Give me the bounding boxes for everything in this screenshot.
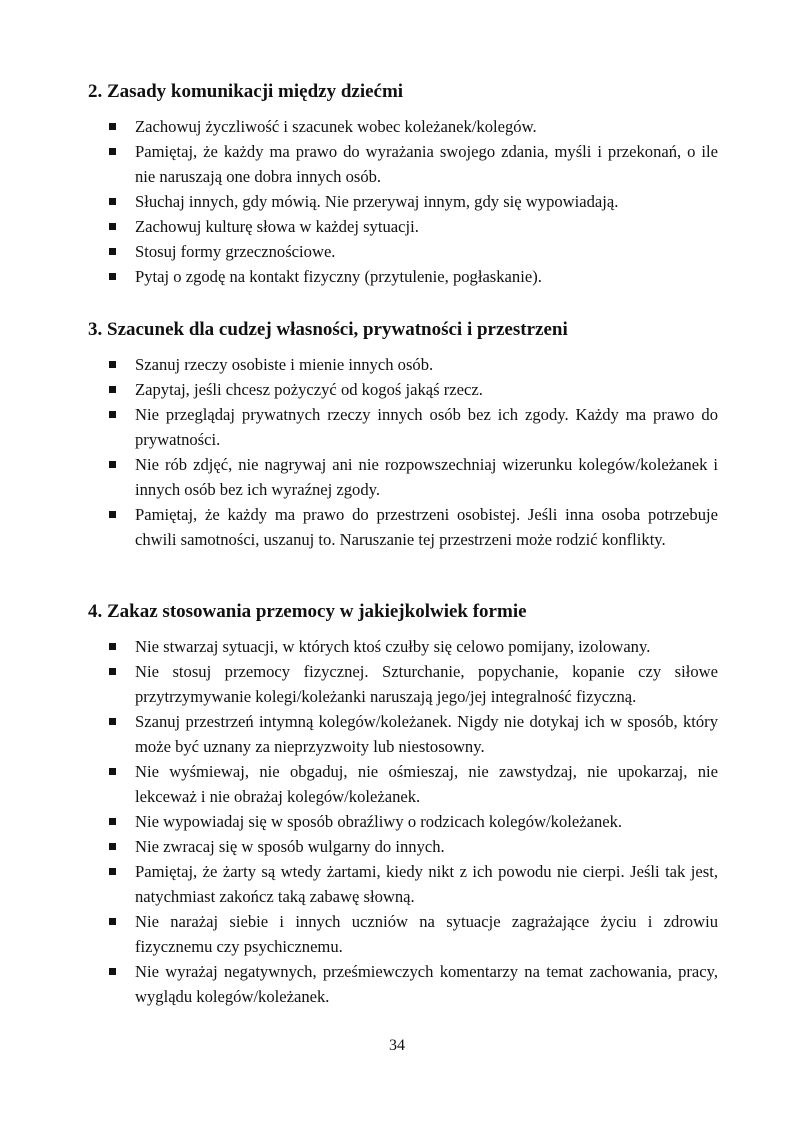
- square-bullet-icon: [109, 511, 116, 518]
- square-bullet-icon: [109, 248, 116, 255]
- square-bullet-icon: [109, 843, 116, 850]
- list-item: [135, 352, 718, 377]
- square-bullet-icon: [109, 411, 116, 418]
- section-heading: 4. Zakaz stosowania przemocy w jakiejkolwiek formie: [88, 601, 527, 622]
- list-item-text: Nie przeglądaj prywatnych rzeczy innych osób bez ich zgody. Każdy ma prawo do prywatności.: [135, 405, 718, 449]
- bullet-list: [88, 634, 718, 1009]
- square-bullet-icon: [109, 868, 116, 875]
- section-respect-property-privacy: [88, 318, 718, 552]
- list-item: [135, 402, 718, 452]
- list-item: [135, 834, 718, 859]
- square-bullet-icon: [109, 668, 116, 675]
- list-item-text: Pamiętaj, że każdy ma prawo do wyrażania swojego zdania, myśli i przekonań, o ile nie naruszają one dobra innych osób.: [135, 142, 718, 186]
- list-item-text: Szanuj przestrzeń intymną kolegów/koleżanek. Nigdy nie dotykaj ich w sposób, który może być uznany za nieprzyzwoity lub niestosowny.: [135, 712, 718, 756]
- square-bullet-icon: [109, 123, 116, 130]
- square-bullet-icon: [109, 148, 116, 155]
- square-bullet-icon: [109, 918, 116, 925]
- list-item: [135, 139, 718, 189]
- list-item-text: Zachowuj kulturę słowa w każdej sytuacji.: [135, 217, 419, 236]
- square-bullet-icon: [109, 461, 116, 468]
- list-item: [135, 959, 718, 1009]
- list-item: [135, 634, 718, 659]
- square-bullet-icon: [109, 223, 116, 230]
- list-item-text: Pytaj o zgodę na kontakt fizyczny (przytulenie, pogłaskanie).: [135, 267, 542, 286]
- list-item-text: Nie wyrażaj negatywnych, prześmiewczych komentarzy na temat zachowania, pracy, wyglądu kolegów/koleżanek.: [135, 962, 718, 1006]
- list-item-text: Zapytaj, jeśli chcesz pożyczyć od kogoś jakąś rzecz.: [135, 380, 483, 399]
- list-item: [135, 377, 718, 402]
- list-item-text: Szanuj rzeczy osobiste i mienie innych osób.: [135, 355, 434, 374]
- list-item-text: Nie zwracaj się w sposób wulgarny do innych.: [135, 837, 445, 856]
- section-violence-ban: [88, 600, 718, 1009]
- list-item-text: Pamiętaj, że każdy ma prawo do przestrzeni osobistej. Jeśli inna osoba potrzebuje chwili samotności, uszanuj to. Naruszanie tej przestrzeni może rodzić konflikty.: [135, 505, 718, 549]
- bullet-list: [88, 352, 718, 552]
- square-bullet-icon: [109, 768, 116, 775]
- square-bullet-icon: [109, 718, 116, 725]
- list-item: [135, 502, 718, 552]
- list-item: [135, 114, 718, 139]
- list-item: [135, 909, 718, 959]
- list-item-text: Nie wypowiadaj się w sposób obraźliwy o rodzicach kolegów/koleżanek.: [135, 812, 623, 831]
- page-number: 34: [389, 1037, 405, 1054]
- list-item: [135, 214, 718, 239]
- list-item-text: Stosuj formy grzecznościowe.: [135, 242, 336, 261]
- bullet-list: [88, 114, 718, 289]
- list-item: [135, 239, 718, 264]
- list-item-text: Zachowuj życzliwość i szacunek wobec koleżanek/kolegów.: [135, 117, 537, 136]
- list-item: [135, 759, 718, 809]
- section-heading: 2. Zasady komunikacji między dziećmi: [88, 81, 404, 102]
- list-item-text: Nie stwarzaj sytuacji, w których ktoś czułby się celowo pomijany, izolowany.: [135, 637, 651, 656]
- square-bullet-icon: [109, 198, 116, 205]
- square-bullet-icon: [109, 273, 116, 280]
- list-item: [135, 809, 718, 834]
- list-item: [135, 659, 718, 709]
- square-bullet-icon: [109, 818, 116, 825]
- list-item-text: Nie stosuj przemocy fizycznej. Szturchanie, popychanie, kopanie czy siłowe przytrzymywanie kolegi/koleżanki naruszają jego/jej integralność fizyczną.: [135, 662, 718, 706]
- list-item-text: Nie wyśmiewaj, nie obgaduj, nie ośmieszaj, nie zawstydzaj, nie upokarzaj, nie lekceważ i nie obrażaj kolegów/koleżanek.: [135, 762, 718, 806]
- list-item-text: Pamiętaj, że żarty są wtedy żartami, kiedy nikt z ich powodu nie cierpi. Jeśli tak jest, natychmiast zakończ taką zabawę słowną.: [135, 862, 718, 906]
- section-heading: 3. Szacunek dla cudzej własności, prywatności i przestrzeni: [88, 319, 568, 340]
- list-item-text: Nie narażaj siebie i innych uczniów na sytuacje zagrażające życiu i zdrowiu fizycznemu czy psychicznemu.: [135, 912, 718, 956]
- list-item-text: Nie rób zdjęć, nie nagrywaj ani nie rozpowszechniaj wizerunku kolegów/koleżanek i innych osób bez ich wyraźnej zgody.: [135, 455, 718, 499]
- square-bullet-icon: [109, 361, 116, 368]
- list-item: [135, 189, 718, 214]
- square-bullet-icon: [109, 643, 116, 650]
- square-bullet-icon: [109, 386, 116, 393]
- list-item: [135, 452, 718, 502]
- list-item-text: Słuchaj innych, gdy mówią. Nie przerywaj innym, gdy się wypowiadają.: [135, 192, 619, 211]
- list-item: [135, 264, 718, 289]
- list-item: [135, 859, 718, 909]
- list-item: [135, 709, 718, 759]
- section-communication-rules: [88, 80, 718, 289]
- square-bullet-icon: [109, 968, 116, 975]
